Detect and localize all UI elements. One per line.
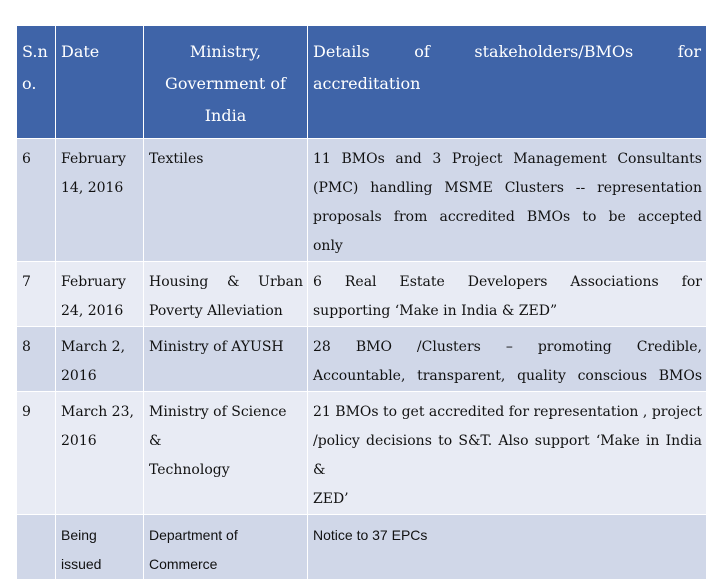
row-date: [56, 139, 144, 262]
row-date-line: 2016: [61, 368, 97, 384]
table-row: [17, 327, 707, 392]
header-details-line2: accreditation: [313, 74, 421, 93]
row-ministry-line: Textiles: [149, 151, 204, 167]
row-details-line: 11 BMOs and 3 Project Management Consultants: [313, 151, 702, 167]
row-details-line: Accountable, transparent, quality conscious BMOs: [313, 368, 702, 384]
row-ministry-line: Housing & Urban: [149, 274, 303, 290]
header-details: [308, 26, 707, 139]
row-date-line: February: [61, 151, 126, 167]
row-details-line: 21 BMOs to get accredited for representation , project: [313, 404, 702, 420]
table-row: [17, 392, 707, 515]
row-date-line: 14, 2016: [61, 180, 124, 196]
row-details: [308, 139, 707, 262]
row-ministry: [144, 515, 308, 580]
row-details: [308, 262, 707, 327]
row-ministry-line: Commerce: [149, 556, 218, 572]
header-ministry: [144, 26, 308, 139]
row-details-line: ZED’: [313, 491, 349, 507]
header-ministry-line1: Ministry,: [189, 42, 262, 61]
row-details-line: only: [313, 238, 343, 254]
row-details: [308, 392, 707, 515]
row-date-line: Being: [61, 527, 97, 543]
row-details: [308, 515, 707, 580]
table-row: [17, 515, 707, 580]
header-details-word1: Details: [313, 42, 370, 61]
row-date-line: 2016: [61, 433, 97, 449]
header-details-word4: for: [677, 42, 701, 61]
row-details-line: 28 BMO /Clusters – promoting Credible,: [313, 339, 702, 355]
row-date: [56, 392, 144, 515]
row-ministry: [144, 392, 308, 515]
row-ministry: [144, 139, 308, 262]
row-date-line: 24, 2016: [61, 303, 124, 319]
header-date: Date: [56, 26, 144, 139]
header-details-word3: stakeholders/BMOs: [474, 42, 634, 61]
row-date: [56, 327, 144, 392]
row-details-line: /policy decisions to S&T. Also support ‘Make in India &: [313, 433, 702, 478]
header-sno: [17, 26, 56, 139]
row-sno: 9: [17, 392, 56, 515]
row-sno: [17, 515, 56, 580]
row-ministry: [144, 262, 308, 327]
row-sno: 7: [17, 262, 56, 327]
table-row: [17, 262, 707, 327]
header-ministry-line2: Government of: [165, 74, 286, 93]
row-sno: 6: [17, 139, 56, 262]
header-row: [17, 26, 707, 139]
row-ministry-line: Technology: [149, 462, 230, 478]
row-date-line: issued: [61, 556, 102, 572]
header-details-word2: of: [414, 42, 430, 61]
header-details-line1: [313, 36, 701, 68]
row-sno: 8: [17, 327, 56, 392]
row-ministry-line: Poverty Alleviation: [149, 303, 283, 319]
row-details-line: 6 Real Estate Developers Associations for: [313, 274, 702, 290]
row-details-line: Notice to 37 EPCs: [313, 527, 428, 543]
row-details-line: proposals from accredited BMOs to be accepted: [313, 209, 702, 225]
header-sno-line2: o.: [22, 74, 37, 93]
header-sno-line1: S.n: [22, 42, 48, 61]
row-details-line: (PMC) handling MSME Clusters -- representation: [313, 180, 702, 196]
row-date-line: February: [61, 274, 126, 290]
table-row: [17, 139, 707, 262]
header-ministry-line3: India: [204, 106, 247, 125]
row-ministry: [144, 327, 308, 392]
row-date: [56, 515, 144, 580]
row-date-line: March 2,: [61, 339, 126, 355]
row-details: [308, 327, 707, 392]
accreditation-table: [16, 25, 707, 580]
row-date: [56, 262, 144, 327]
row-ministry-line: Department of: [149, 527, 238, 543]
row-ministry-line: Ministry of AYUSH: [149, 339, 284, 355]
row-details-line: supporting ‘Make in India & ZED”: [313, 303, 558, 319]
row-ministry-line: Ministry of Science &: [149, 404, 287, 449]
row-date-line: March 23,: [61, 404, 134, 420]
